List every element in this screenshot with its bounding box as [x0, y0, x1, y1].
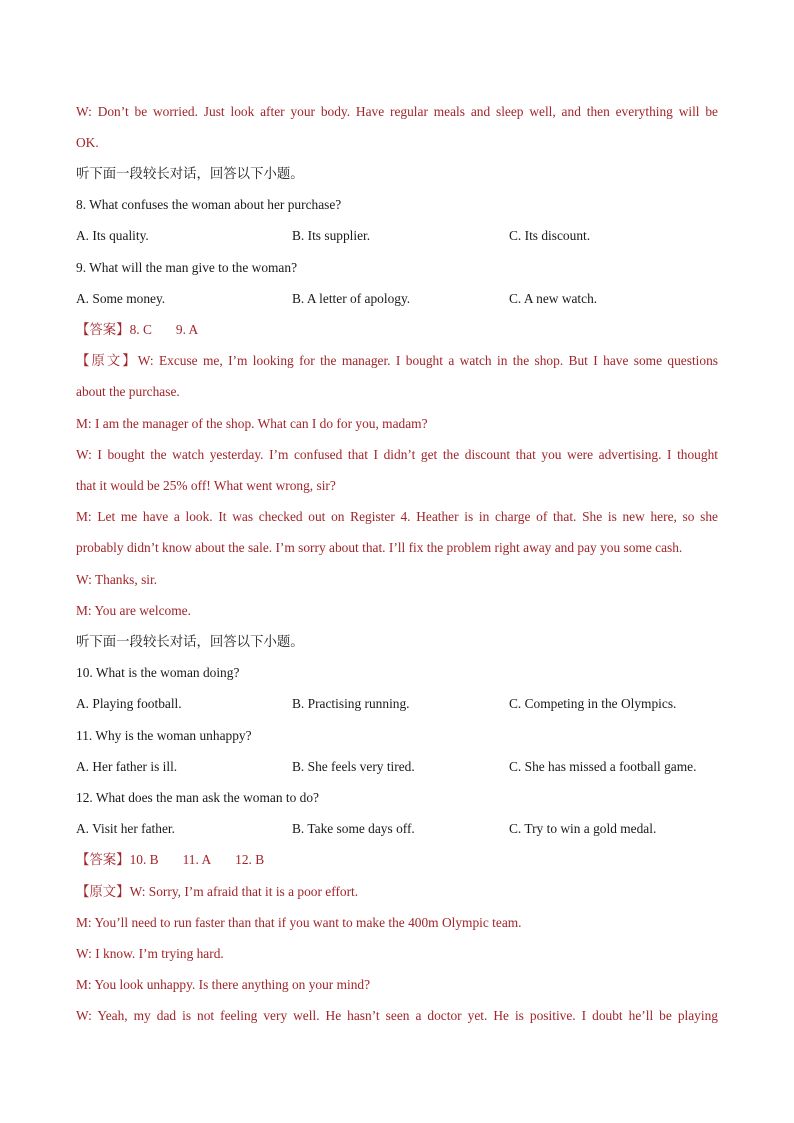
question-9-options [76, 289, 718, 309]
question-12: 12. What does the man ask the woman to do? [76, 790, 319, 805]
option-c: C. Its discount. [509, 228, 591, 243]
transcript-line: OK. [76, 135, 99, 150]
transcript-line: M: Let me have a look. It was checked out on Register 4. Heather is in charge of that. She is new here, so she [76, 509, 718, 524]
option-a: A. Visit her father. [76, 821, 175, 836]
question-11-options [76, 757, 718, 777]
answer-value: 12. B [235, 852, 265, 867]
transcript-line: probably didn’t know about the sale. I’m sorry about that. I’ll fix the problem right away and pay you some cash. [76, 540, 683, 555]
transcript-line: W: Don’t be worried. Just look after your body. Have regular meals and sleep well, and then everything will be [76, 104, 718, 119]
answer-value: 10. B [129, 852, 159, 867]
transcript-line [76, 351, 718, 371]
option-c: C. She has missed a football game. [509, 759, 697, 774]
answer-label: 【答案】 [76, 322, 130, 337]
option-b: B. Take some days off. [292, 821, 415, 836]
answer-value: 9. A [175, 322, 199, 337]
transcript-line: W: Yeah, my dad is not feeling very well. He hasn’t seen a doctor yet. He is positive. I doubt he’ll be playing [76, 1008, 718, 1023]
section-instruction: 听下面一段较长对话，回答以下小题。 [76, 634, 304, 649]
answer-label: 【答案】 [76, 852, 130, 867]
transcript-line: about the purchase. [76, 384, 180, 399]
transcript-text: W: Excuse me, I’m looking for the manager. I bought a watch in the shop. But I have some questions [137, 353, 718, 368]
transcript-line: M: You are welcome. [76, 603, 191, 618]
question-10: 10. What is the woman doing? [76, 665, 240, 680]
transcript-line: W: I know. I’m trying hard. [76, 946, 224, 961]
answer-line [76, 850, 718, 870]
option-a: A. Her father is ill. [76, 759, 178, 774]
transcript-line: M: You look unhappy. Is there anything on your mind? [76, 977, 371, 992]
option-c: C. A new watch. [509, 291, 598, 306]
option-b: B. She feels very tired. [292, 759, 415, 774]
transcript-line: W: Thanks, sir. [76, 572, 158, 587]
option-b: B. Practising running. [292, 696, 410, 711]
question-8: 8. What confuses the woman about her purchase? [76, 197, 342, 212]
answer-value: 8. C [129, 322, 152, 337]
option-a: A. Some money. [76, 291, 166, 306]
question-9: 9. What will the man give to the woman? [76, 260, 298, 275]
question-11: 11. Why is the woman unhappy? [76, 728, 252, 743]
option-c: C. Competing in the Olympics. [509, 696, 677, 711]
option-a: A. Its quality. [76, 228, 149, 243]
answer-value: 11. A [182, 852, 212, 867]
question-8-options [76, 226, 718, 246]
transcript-label: 【原文】 [76, 884, 130, 899]
transcript-line [76, 882, 718, 902]
transcript-line: M: You’ll need to run faster than that if you want to make the 400m Olympic team. [76, 915, 522, 930]
transcript-line: W: I bought the watch yesterday. I’m confused that I didn’t get the discount that you were advertising. I thought [76, 447, 718, 462]
question-12-options [76, 819, 718, 839]
option-b: B. A letter of apology. [292, 291, 411, 306]
option-a: A. Playing football. [76, 696, 182, 711]
option-c: C. Try to win a gold medal. [509, 821, 657, 836]
transcript-line: M: I am the manager of the shop. What can I do for you, madam? [76, 416, 428, 431]
question-10-options [76, 694, 718, 714]
section-instruction: 听下面一段较长对话，回答以下小题。 [76, 166, 304, 181]
transcript-line: that it would be 25% off! What went wrong, sir? [76, 478, 336, 493]
transcript-label: 【原文】 [76, 353, 138, 368]
transcript-text: W: Sorry, I’m afraid that it is a poor effort. [129, 884, 359, 899]
answer-line [76, 320, 718, 340]
option-b: B. Its supplier. [292, 228, 371, 243]
